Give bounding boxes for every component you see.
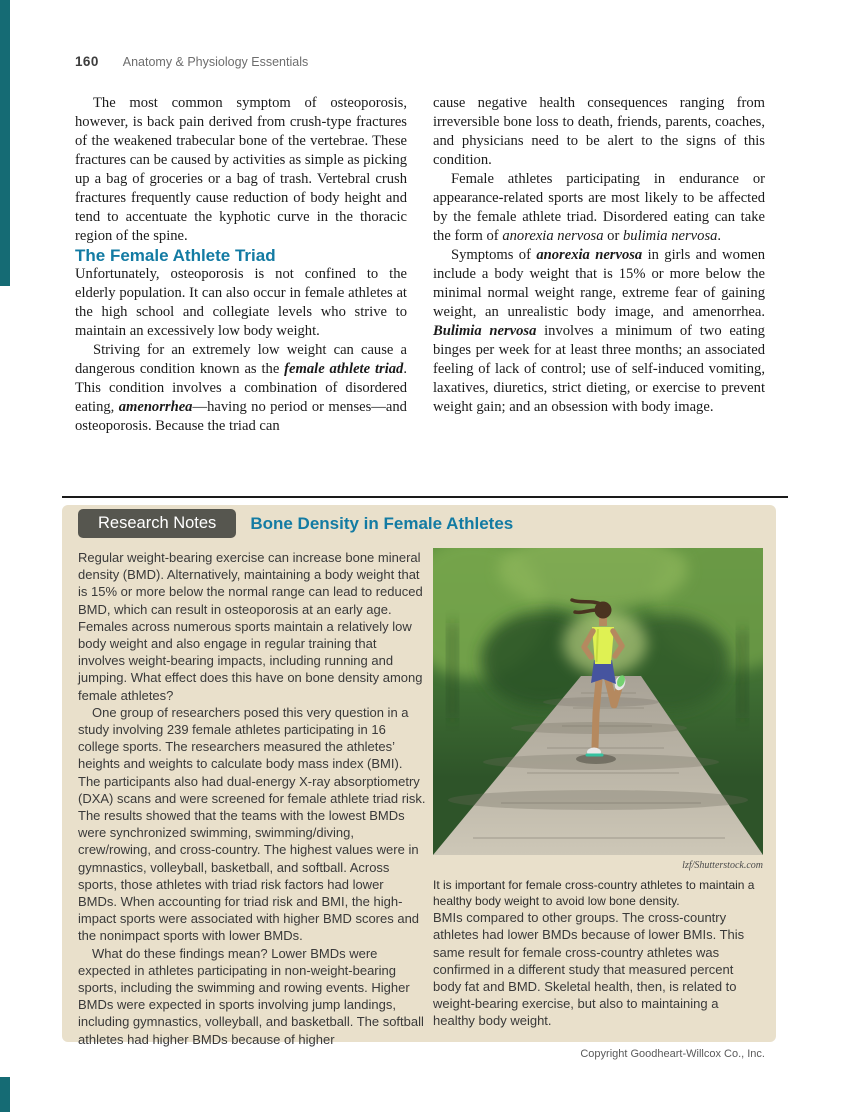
paragraph: Striving for an extremely low weight can cause a dangerous condition known as the female athlete triad. This condition involves a combination of disordered eating, amenorrhea—having no period or menses—and osteoporosis. Because the triad can xyxy=(75,342,407,434)
research-notes-header xyxy=(78,509,513,538)
photo-caption: It is important for female cross-country athletes to maintain a healthy body weight to avoid low bone density. xyxy=(433,878,755,908)
research-notes-box xyxy=(62,505,776,1047)
research-notes-badge: Research Notes xyxy=(78,509,236,538)
body-column-right xyxy=(433,94,765,417)
page-number: 160 xyxy=(75,54,99,69)
paragraph: One group of researchers posed this very question in a study involving 239 female athletes participating in 16 college sports. The researchers measured the athletes’ heights and weights to calculate body mass index (BMI). The participants also had dual-energy X-ray absorptiometry (DXA) scans and were screened for female athlete triad risk. The results showed that the teams with the lowest BMDs were synchronized swimming, swimming/diving, crew/rowing, and cross-country. The highest values were in gymnastics, volleyball, basketball, and softball. Across sports, those athletes with triad risk factors had lower BMDs. When accounting for triad risk and BMI, the high-impact sports were associated with higher BMD scores and the nonimpact sports with lower BMDs. xyxy=(78,704,426,944)
copyright-notice: Copyright Goodheart-Willcox Co., Inc. xyxy=(580,1048,765,1060)
paragraph: Symptoms of anorexia nervosa in girls and women include a body weight that is 15% or more below the minimal normal weight range, extreme fear of gaining weight, an unrealistic body image, and amenorrhea. Bulimia nervosa involves a minimum of two eating binges per week for at least three months; an associated feeling of lack of control; use of self-induced vomiting, laxatives, diuretics, strict dieting, or exercise to prevent weight gain; and an obsession with body image. xyxy=(433,247,765,415)
research-notes-column-left xyxy=(78,549,426,1048)
divider-line xyxy=(62,496,788,498)
section-heading: The Female Athlete Triad xyxy=(75,246,276,265)
body-column-left xyxy=(75,94,407,436)
photo-credit: lzf/Shutterstock.com xyxy=(682,860,763,871)
paragraph: Unfortunately, osteoporosis is not confined to the elderly population. It can also occur in female athletes at the high school and collegiate levels who strive to maintain an excessively low body weight. xyxy=(75,266,407,339)
runner-photo xyxy=(433,548,763,855)
paragraph: The most common symptom of osteoporosis, however, is back pain derived from crush-type fractures of the weakened trabecular bone of the vertebrae. These fractures can be caused by activities as simple as picking up a bag of groceries or a bag of trash. Vertebral crush fractures frequently cause reduction of body height and tend to accentuate the kyphotic curve in the thoracic region of the spine. xyxy=(75,95,407,244)
book-title: Anatomy & Physiology Essentials xyxy=(122,55,309,69)
paragraph: Female athletes participating in endurance or appearance-related sports are most likely to be affected by the female athlete triad. Disordered eating can take the form of anorexia nervosa or bulimia nervosa. xyxy=(433,171,765,244)
page-header xyxy=(75,54,308,69)
research-notes-column-right xyxy=(433,548,763,1030)
accent-bar-top xyxy=(0,0,10,286)
accent-bar-bottom xyxy=(0,1077,10,1112)
paragraph: What do these findings mean? Lower BMDs were expected in athletes participating in non-weight-bearing sports, including the swimming and rowing events. Higher BMDs were expected in sports involving jump landings, including gymnastics, volleyball, and basketball. The softball athletes had higher BMDs because of higher xyxy=(78,945,424,1047)
research-notes-title: Bone Density in Female Athletes xyxy=(250,513,514,533)
paragraph: BMIs compared to other groups. The cross-country athletes had lower BMDs because of lower BMIs. This same result for female cross-country athletes was confirmed in a different study that measured percent body fat and BMD. Skeletal health, then, is related to weight-bearing exercise, but also to maintaining a healthy body weight. xyxy=(433,910,745,1029)
paragraph: cause negative health consequences ranging from irreversible bone loss to death, friends, parents, coaches, and physicians need to be alert to the signs of this condition. xyxy=(433,95,765,168)
paragraph: Regular weight-bearing exercise can increase bone mineral density (BMD). Alternatively, maintaining a body weight that is 15% or more below the normal range can lead to reduced BMD, which can result in osteoporosis at an early age. Females across numerous sports maintain a relatively low body weight and also engage in regular training that involves weight-bearing impacts, including running and jumping. What effect does this have on bone density among female athletes? xyxy=(78,550,423,703)
